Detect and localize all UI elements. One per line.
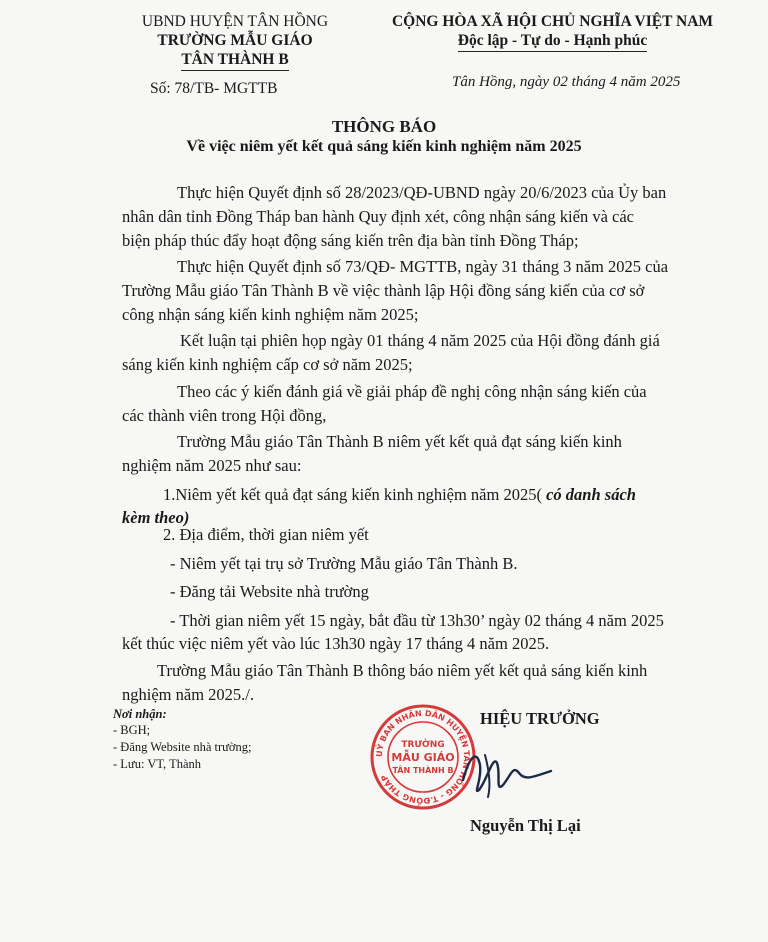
national-motto: Độc lập - Tự do - Hạnh phúc xyxy=(458,31,647,52)
issuer-line-2: TRƯỜNG MẪU GIÁO xyxy=(157,32,313,49)
body-line: nhân dân tỉnh Đồng Tháp ban hành Quy định xét, công nhận sáng kiến và các xyxy=(122,207,634,226)
item-2c-line-2: kết thúc việc niêm yết vào lúc 13h30 ngày 17 tháng 4 năm 2025. xyxy=(122,634,550,653)
seal-ring-text: UỶ BAN NHÂN DÂN HUYỆN TÂN HỒNG - T.ĐỒNG THÁP xyxy=(374,708,472,806)
recipients-heading: Nơi nhận: xyxy=(113,707,167,721)
item-2-heading: 2. Địa điểm, thời gian niêm yết xyxy=(163,525,369,544)
item-1-line-1 xyxy=(163,483,636,506)
signer-name: Nguyễn Thị Lại xyxy=(470,816,581,835)
document-title: THÔNG BÁO xyxy=(331,117,437,136)
signer-position: HIỆU TRƯỞNG xyxy=(480,709,600,728)
seal-center-line-2: MẪU GIÁO xyxy=(391,751,455,764)
body-line: Trường Mẫu giáo Tân Thành B niêm yết kết quả đạt sáng kiến kinh xyxy=(177,432,622,451)
recipient-item: - Lưu: VT, Thành xyxy=(113,757,202,771)
body-line: các thành viên trong Hội đồng, xyxy=(122,406,327,425)
recipient-item: - Đăng Website nhà trường; xyxy=(113,740,252,754)
item-2b: - Đăng tải Website nhà trường xyxy=(170,582,369,601)
document-number: Số: 78/TB- MGTTB xyxy=(150,80,278,97)
body-line: Thực hiện Quyết định số 73/QĐ- MGTTB, ngày 31 tháng 3 năm 2025 của xyxy=(177,257,669,276)
place-date: Tân Hồng, ngày 02 tháng 4 năm 2025 xyxy=(452,74,681,90)
body-line: công nhận sáng kiến kinh nghiệm năm 2025; xyxy=(122,305,419,324)
body-line: Trường Mẫu giáo Tân Thành B về việc thành lập Hội đồng sáng kiến của cơ sở xyxy=(122,281,645,300)
issuer-line-3: TÂN THÀNH B xyxy=(181,50,288,71)
closing-line-1: Trường Mẫu giáo Tân Thành B thông báo niêm yết kết quả sáng kiến kinh xyxy=(157,661,648,680)
item-2a: - Niêm yết tại trụ sở Trường Mẫu giáo Tân Thành B. xyxy=(170,554,518,573)
item-1-note-cont: kèm theo) xyxy=(122,508,190,527)
body-line: Kết luận tại phiên họp ngày 01 tháng 4 năm 2025 của Hội đồng đánh giá xyxy=(180,331,660,350)
nation-name: CỘNG HÒA XÃ HỘI CHỦ NGHĨA VIỆT NAM xyxy=(391,13,714,30)
recipient-item: - BGH; xyxy=(113,723,151,737)
item-2c-line-1: - Thời gian niêm yết 15 ngày, bắt đầu từ 13h30’ ngày 02 tháng 4 năm 2025 xyxy=(170,611,664,630)
seal-center-line-1: TRƯỜNG xyxy=(401,740,445,750)
document-subtitle: Về việc niêm yết kết quả sáng kiến kinh nghiệm năm 2025 xyxy=(186,138,582,155)
national-header xyxy=(380,12,725,52)
issuer-line-1: UBND HUYỆN TÂN HỒNG xyxy=(141,13,329,30)
body-line: Theo các ý kiến đánh giá về giải pháp đề nghị công nhận sáng kiến của xyxy=(177,382,647,401)
body-line: sáng kiến kinh nghiệm cấp cơ sở năm 2025; xyxy=(122,355,413,374)
closing-line-2: nghiệm năm 2025./. xyxy=(122,685,254,704)
seal-center-line-3: TÂN THÀNH B xyxy=(392,766,454,775)
handwritten-signature xyxy=(455,735,565,805)
body-line: nghiệm năm 2025 như sau: xyxy=(122,456,302,475)
issuer-block xyxy=(120,12,350,71)
item-1-text: 1.Niêm yết kết quả đạt sáng kiến kinh nghiệm năm 2025( xyxy=(163,485,542,504)
item-1-note: có danh sách xyxy=(541,485,636,504)
body-line: Thực hiện Quyết định số 28/2023/QĐ-UBND ngày 20/6/2023 của Ủy ban xyxy=(177,183,667,202)
body-line: biện pháp thúc đẩy hoạt động sáng kiến trên địa bàn tỉnh Đồng Tháp; xyxy=(122,231,579,250)
